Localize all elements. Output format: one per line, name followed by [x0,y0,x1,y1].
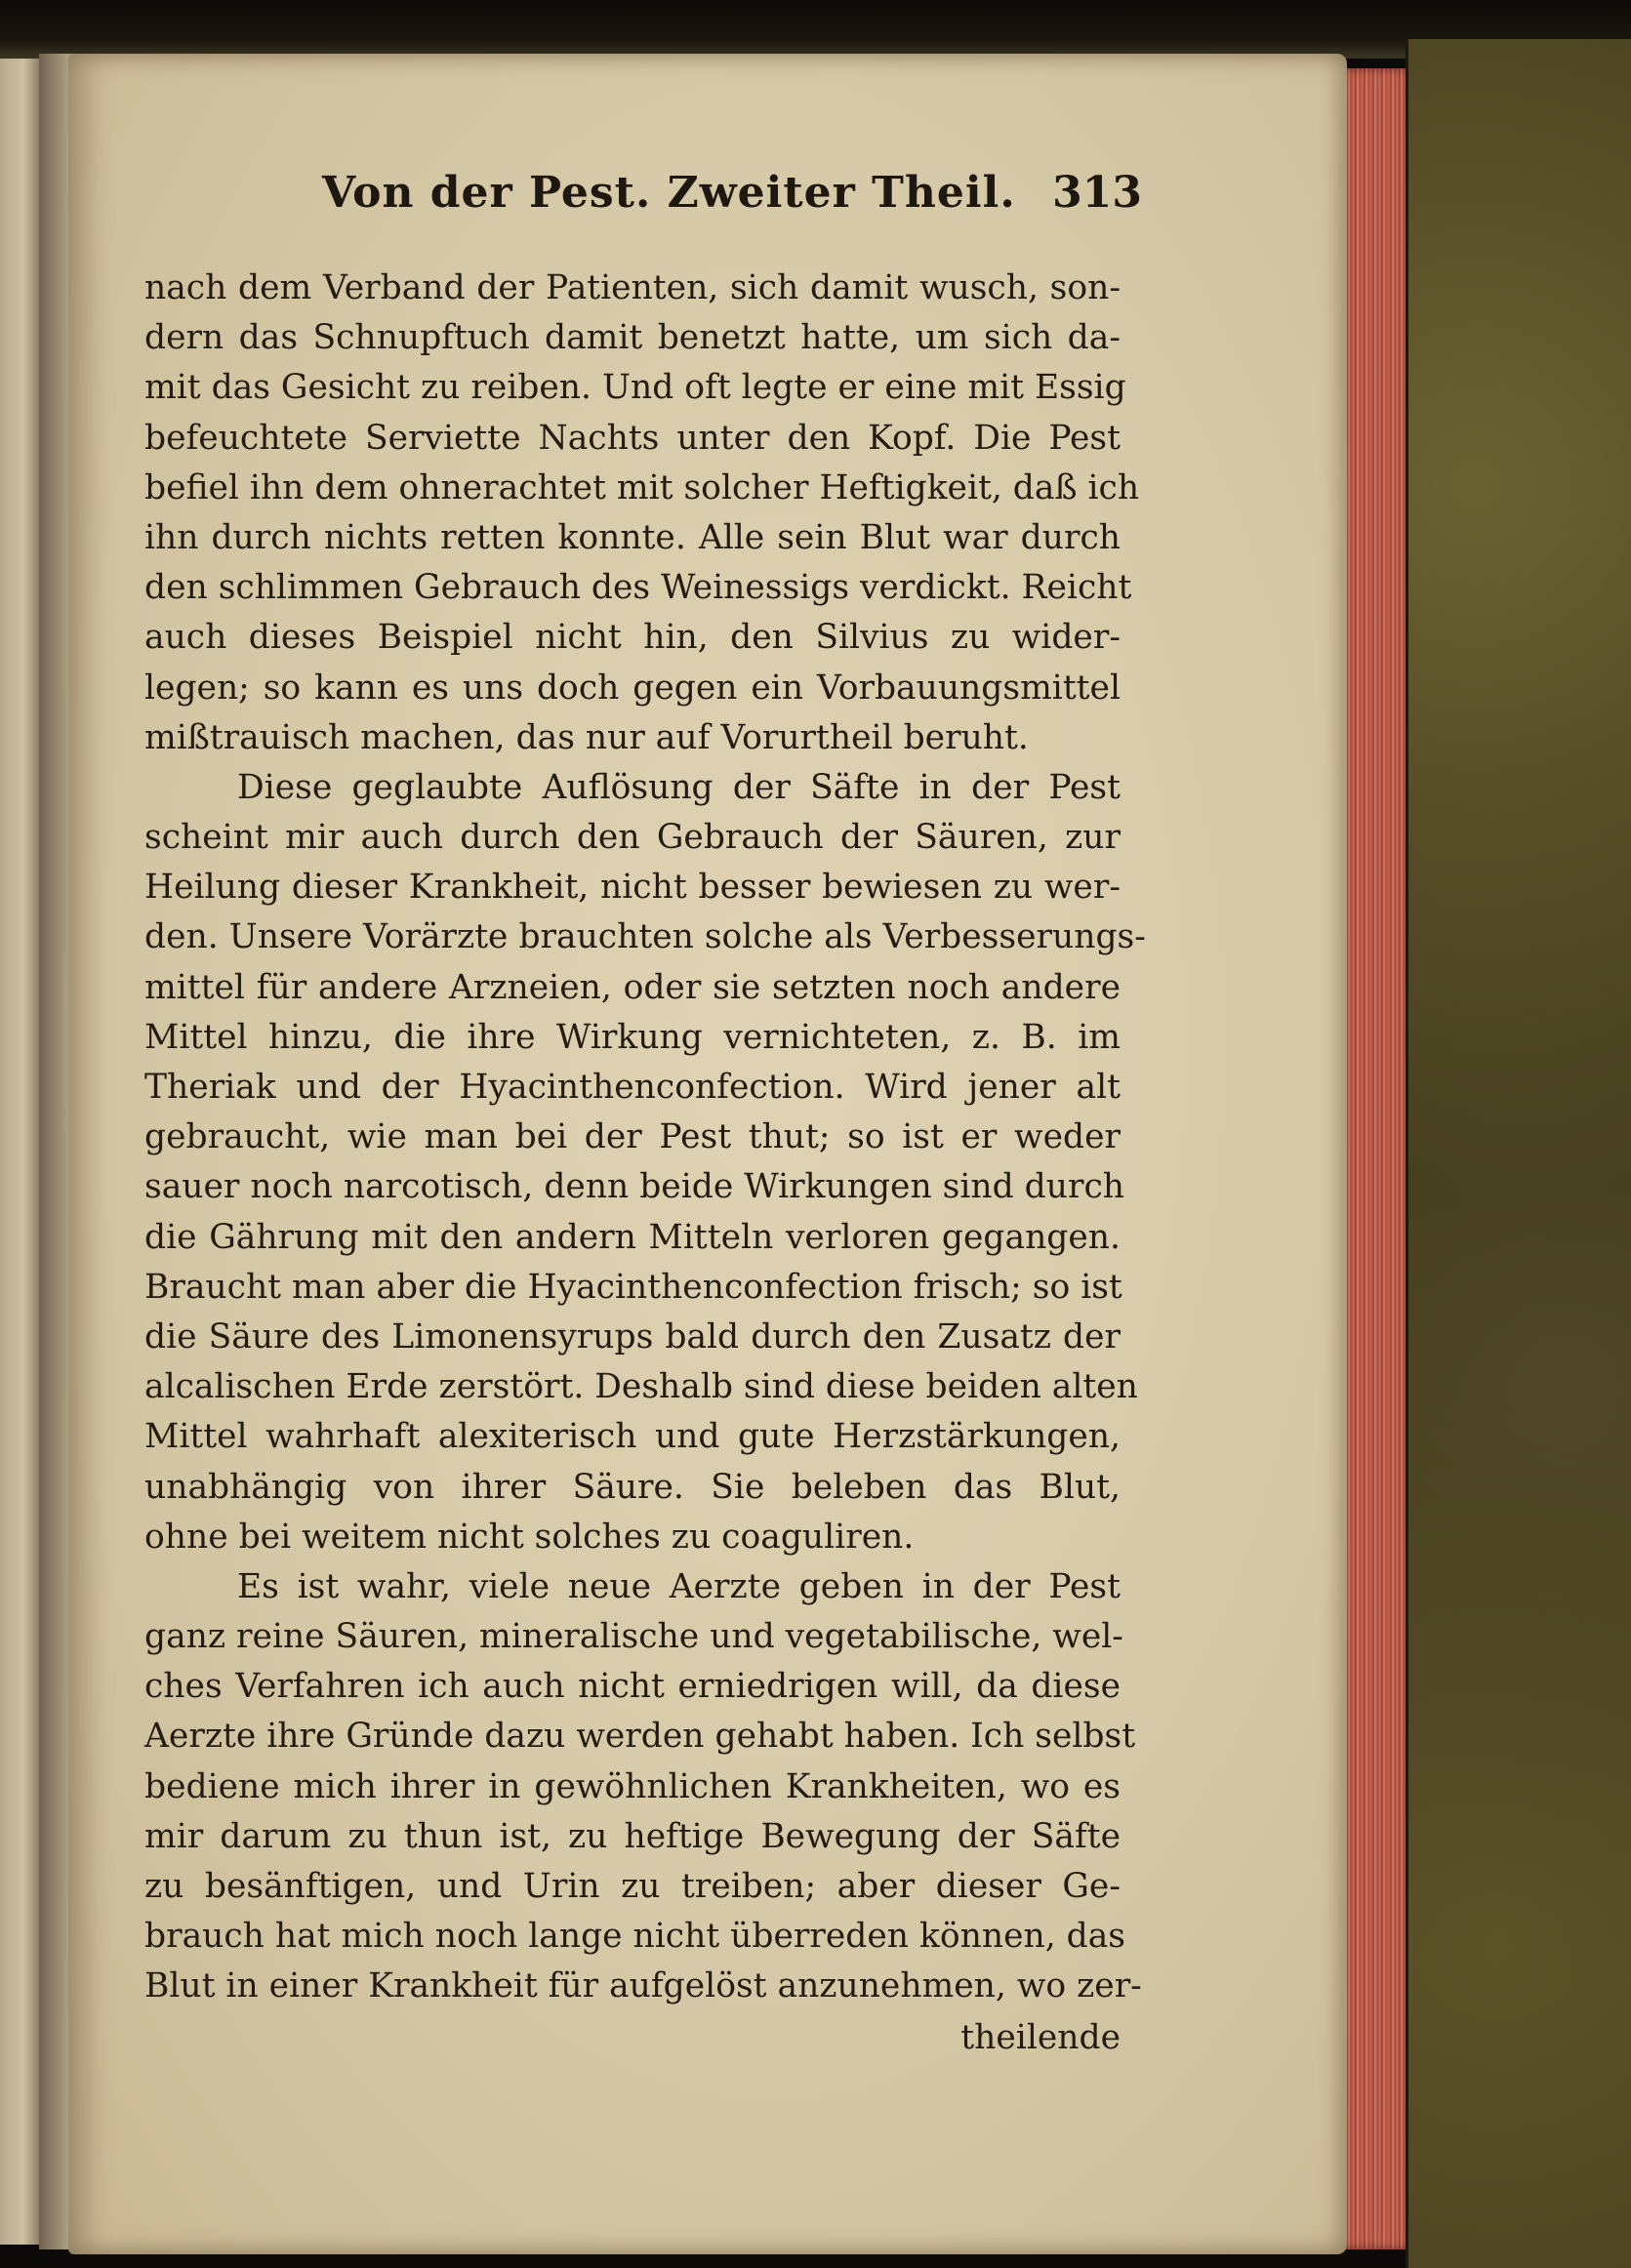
text-line: Blut in einer Krankheit für aufgelöst anzunehmen, wo zer- [144,1966,1142,2006]
text-line: Theriak und der Hyacinthenconfection. Wird jener alt [144,1068,1121,1107]
marbled-cover [1406,39,1631,2268]
running-head: Von der Pest. Zweiter Theil. [322,168,1016,218]
text-line: ches Verfahren ich auch nicht erniedrigen will, da diese [144,1667,1121,1707]
text-line: unabhängig von ihrer Säure. Sie beleben das Blut, [144,1467,1121,1507]
page-number: 313 [1052,168,1142,218]
text-line: auch dieses Beispiel nicht hin, den Silvius zu wider- [144,618,1121,658]
text-line: die Säure des Limonensyrups bald durch den Zusatz der [144,1316,1121,1357]
facing-page-edge [0,59,39,2245]
text-line: scheint mir auch durch den Gebrauch der Säuren, zur [144,818,1121,858]
text-line: Mittel wahrhaft alexiterisch und gute Herzstärkungen, [144,1417,1121,1457]
text-line: die Gährung mit den andern Mitteln verloren gegangen. [144,1217,1121,1257]
page-header [322,168,1142,218]
text-line: befiel ihn dem ohnerachtet mit solcher Heftigkeit, daß ich [144,467,1140,507]
text-line: den schlimmen Gebrauch des Weinessigs verdickt. Reicht [144,568,1132,608]
scan-background [0,0,1631,59]
text-line: befeuchtete Serviette Nachts unter den Kopf. Die Pest [144,418,1121,458]
catchword: theilende [960,2018,1121,2057]
text-line: Diese geglaubte Auflösung der Säfte in der Pest [237,767,1121,807]
text-line: ganz reine Säuren, mineralische und vegetabilische, wel- [144,1617,1123,1657]
text-line: zu besänftigen, und Urin zu treiben; aber dieser Ge- [144,1867,1121,1906]
text-line: Es ist wahr, viele neue Aerzte geben in der Pest [237,1566,1121,1606]
text-line: legen; so kann es uns doch gegen ein Vorbauungsmittel [144,668,1121,708]
red-page-edges [1342,68,1410,2249]
text-line: Heilung dieser Krankheit, nicht besser bewiesen zu wer- [144,868,1121,908]
text-line: Mittel hinzu, die ihre Wirkung vernichteten, z. B. im [144,1017,1121,1057]
text-line: nach dem Verband der Patienten, sich damit wusch, son- [144,268,1121,307]
text-line: dern das Schnupftuch damit benetzt hatte, um sich da- [144,318,1121,358]
body-text [144,263,1146,2012]
text-line: ihn durch nichts retten konnte. Alle sein Blut war durch [144,517,1121,557]
text-line: brauch hat mich noch lange nicht überreden können, das [144,1917,1126,1957]
text-line: gebraucht, wie man bei der Pest thut; so ist er weder [144,1117,1121,1157]
text-line: Aerzte ihre Gründe dazu werden gehabt haben. Ich selbst [144,1717,1136,1757]
text-line: mißtrauisch machen, das nur auf Vorurtheil beruht. [144,717,1029,757]
text-line: den. Unsere Vorärzte brauchten solche als Verbesserungs- [144,917,1146,957]
text-line: sauer noch narcotisch, denn beide Wirkungen sind durch [144,1167,1124,1207]
text-line: Braucht man aber die Hyacinthenconfection frisch; so ist [144,1267,1122,1307]
text-line: mittel für andere Arzneien, oder sie setzten noch andere [144,967,1121,1007]
text-line: bediene mich ihrer in gewöhnlichen Krankheiten, wo es [144,1766,1121,1806]
text-line: ohne bei weitem nicht solches zu coaguliren. [144,1517,915,1557]
text-line: mit das Gesicht zu reiben. Und oft legte er eine mit Essig [144,368,1126,408]
text-line: mir darum zu thun ist, zu heftige Bewegung der Säfte [144,1816,1121,1856]
text-line: alcalischen Erde zerstört. Deshalb sind diese beiden alten [144,1367,1138,1407]
